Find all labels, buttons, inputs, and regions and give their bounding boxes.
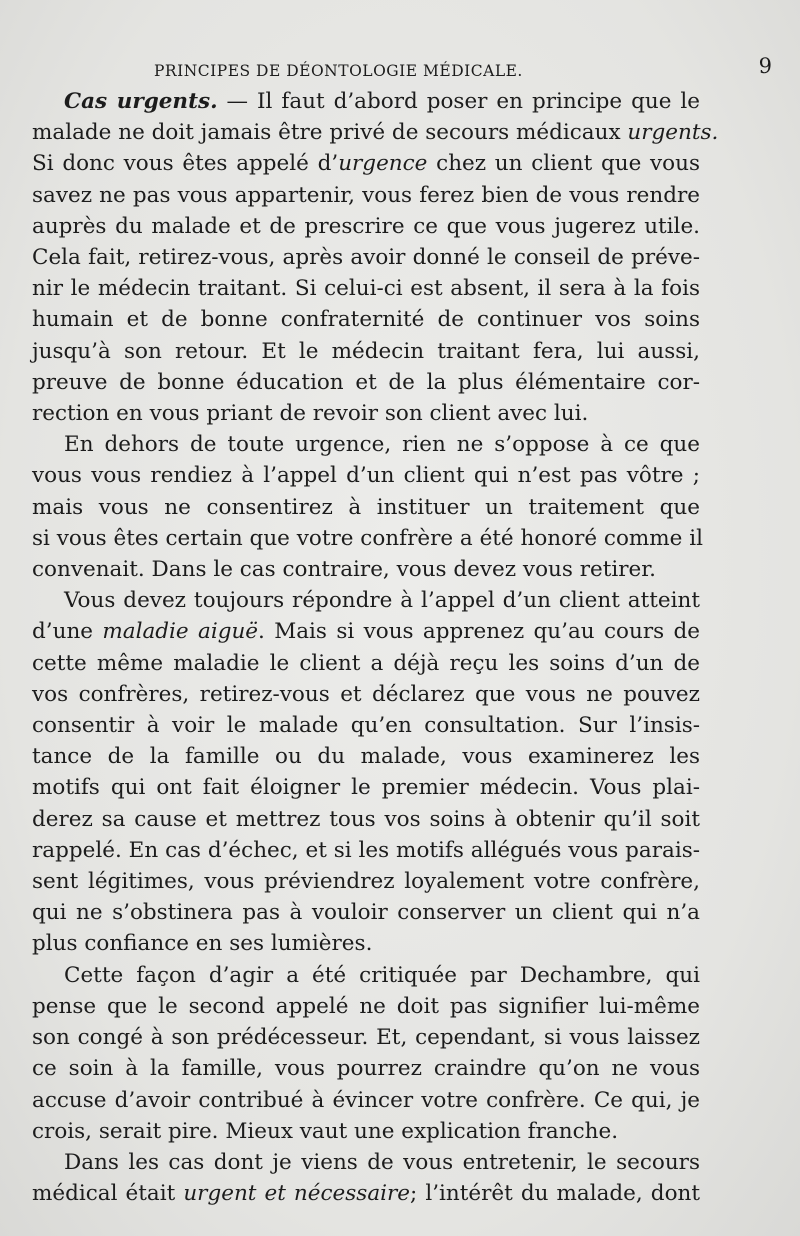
text-line: d’une maladie aiguë. Mais si vous apprenez qu’au cours de [32, 619, 700, 645]
text-line: si vous êtes certain que votre confrère a été honoré comme il [32, 525, 703, 551]
paragraph [32, 960, 700, 1147]
text-line: auprès du malade et de prescrire ce que vous jugerez utile. [32, 213, 700, 239]
text-line: son congé à son prédécesseur. Et, cependant, si vous laissez [32, 1025, 700, 1051]
emphasis: urgent et nécessaire [183, 1181, 411, 1207]
paragraph [32, 1147, 700, 1209]
text-line: pense que le second appelé ne doit pas signifier lui-même [32, 993, 700, 1019]
text-line: consentir à voir le malade qu’en consultation. Sur l’insis- [32, 713, 700, 739]
text-line: preuve de bonne éducation et de la plus élémentaire cor- [32, 369, 700, 395]
paragraph [32, 585, 700, 959]
running-title: PRINCIPES DE DÉONTOLOGIE MÉDICALE. [154, 62, 523, 80]
text-line: plus confiance en ses lumières. [32, 931, 373, 957]
text-line: savez ne pas vous appartenir, vous ferez bien de vous rendre [32, 182, 700, 208]
text-line: convenait. Dans le cas contraire, vous devez vous retirer. [32, 557, 656, 583]
text-line: tance de la famille ou du malade, vous examinerez les [32, 744, 700, 770]
running-head [42, 46, 772, 86]
text-line: vos confrères, retirez-vous et déclarez que vous ne pouvez [32, 681, 700, 707]
text-line: crois, serait pire. Mieux vaut une explication franche. [32, 1118, 619, 1144]
body-text [32, 86, 719, 1209]
text-line: humain et de bonne confraternité de continuer vos soins [32, 307, 700, 333]
text-line: En dehors de toute urgence, rien ne s’oppose à ce que [64, 432, 700, 458]
text-line: Cela fait, retirez-vous, après avoir donné le conseil de préve- [32, 245, 700, 271]
text-line: vous vous rendiez à l’appel d’un client qui n’est pas vôtre ; [32, 463, 700, 489]
text-line: malade ne doit jamais être privé de secours médicaux urgents. [32, 120, 719, 146]
text-line: rappelé. En cas d’échec, et si les motifs allégués vous parais- [32, 837, 700, 863]
text-line: qui ne s’obstinera pas à vouloir conserver un client qui n’a [32, 900, 700, 926]
emphasis: urgence [338, 151, 428, 177]
text-line: motifs qui ont fait éloigner le premier médecin. Vous plai- [32, 775, 700, 801]
emphasis: urgents. [627, 120, 719, 146]
text-line: nir le médecin traitant. Si celui-ci est absent, il sera à la fois [32, 276, 700, 302]
text-line: Cas urgents. — Il faut d’abord poser en principe que le [64, 89, 700, 114]
paragraph [32, 429, 703, 585]
text-line: médical était urgent et nécessaire; l’intérêt du malade, dont [32, 1181, 701, 1207]
text-line: Cette façon d’agir a été critiquée par Dechambre, qui [64, 962, 700, 988]
section-heading: Cas urgents. [64, 89, 218, 114]
text-line: rection en vous priant de revoir son client avec lui. [32, 401, 589, 427]
text-line: Dans les cas dont je viens de vous entretenir, le secours [64, 1149, 700, 1175]
text-line: cette même maladie le client a déjà reçu les soins d’un de [32, 650, 700, 676]
paragraph [32, 86, 719, 429]
text-line: ce soin à la famille, vous pourrez craindre qu’on ne vous [32, 1056, 700, 1082]
text-line: Vous devez toujours répondre à l’appel d’un client atteint [64, 588, 700, 614]
emphasis: maladie aiguë [102, 619, 259, 645]
text-line: mais vous ne consentirez à instituer un traitement que [32, 494, 700, 520]
text-line: Si donc vous êtes appelé d’urgence chez un client que vous [32, 151, 700, 177]
text-line: jusqu’à son retour. Et le médecin traitant fera, lui aussi, [32, 338, 700, 364]
page-number: 9 [758, 54, 772, 78]
text-line: derez sa cause et mettrez tous vos soins à obtenir qu’il soit [32, 806, 700, 832]
text-line: sent légitimes, vous préviendrez loyalement votre confrère, [32, 869, 700, 895]
text-line: accuse d’avoir contribué à évincer votre confrère. Ce qui, je [32, 1087, 700, 1113]
